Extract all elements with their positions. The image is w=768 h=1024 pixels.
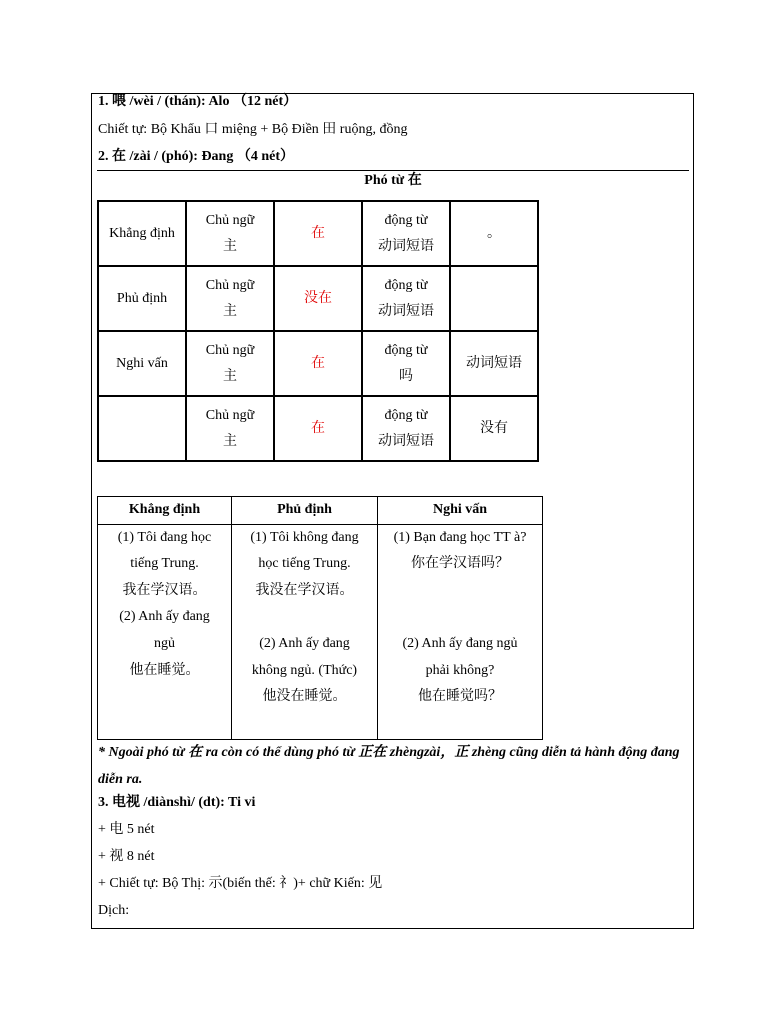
subject-cn: 主 (223, 368, 237, 384)
example-line: phải không? (425, 662, 495, 678)
example-line (380, 604, 540, 631)
subject-cell (186, 396, 274, 461)
adverb-cell: 在 (274, 331, 362, 396)
adverb-structure-table (97, 200, 539, 462)
header-negative: Phủ định (232, 497, 378, 525)
subject-cn: 主 (223, 303, 237, 319)
subject-label: Chủ ngữ (205, 407, 255, 423)
subject-label: Chủ ngữ (205, 277, 255, 293)
subject-label: Chủ ngữ (205, 212, 255, 228)
vocab-3-heading: 3. 电视 /diànshì/ (dt): Ti vi (98, 795, 256, 810)
example-line: 我在学汉语。 (122, 582, 207, 598)
subject-label: Chủ ngữ (205, 342, 255, 358)
negative-examples (232, 524, 378, 739)
vocab-3-breakdown: + Chiết tự: Bộ Thị: 示(biến thế: 礻)+ chữ Kiến: 见 (98, 876, 383, 891)
verb-label: động từ (384, 212, 428, 228)
table-header-row (98, 497, 543, 525)
table-row (98, 331, 538, 396)
example-line: ngủ (154, 635, 175, 651)
table-row (98, 266, 538, 331)
header-affirmative: Khẳng định (98, 497, 232, 525)
adverb-cell: 在 (274, 396, 362, 461)
affirmative-examples (98, 524, 232, 739)
example-line (380, 578, 540, 605)
verb-cn: 动词短语 (378, 238, 434, 254)
example-line: (1) Tôi đang học (117, 529, 212, 545)
example-line: 他在睡觉。 (129, 662, 200, 678)
example-line: 我没在学汉语。 (255, 582, 354, 598)
example-table (97, 496, 543, 740)
verb-cn: 动词短语 (378, 433, 434, 449)
end-cell: 。 (450, 201, 538, 266)
adverb-cell: 没在 (274, 266, 362, 331)
example-line: (2) Anh ấy đang ngủ (402, 635, 518, 651)
subject-cell (186, 266, 274, 331)
question-examples (378, 524, 543, 739)
table-row (98, 524, 543, 739)
example-line: 你在学汉语吗？ (411, 556, 509, 572)
verb-label: động từ (384, 277, 428, 293)
example-line: tiếng Trung. (130, 556, 199, 572)
adverb-table-title: Phó từ 在 (364, 173, 422, 188)
end-cell (450, 266, 538, 331)
verb-cell (362, 266, 450, 331)
verb-cell (362, 396, 450, 461)
subject-cell (186, 201, 274, 266)
adverb-cell: 在 (274, 201, 362, 266)
vocab-1-heading: 1. 喂 /wèi / (thán): Alo （12 nét） (98, 94, 298, 109)
row-type: Nghi vấn (98, 331, 186, 396)
verb-cn: 吗 (399, 368, 413, 384)
subject-cn: 主 (223, 238, 237, 254)
vocab-2-heading: 2. 在 /zài / (phó): Đang （4 nét） (98, 149, 294, 164)
example-line: 他在睡觉吗？ (418, 689, 502, 705)
example-line: (2) Anh ấy đang (259, 635, 350, 651)
stroke-count-1: + 电 5 nét (98, 822, 155, 837)
stroke-count-2: + 视 8 nét (98, 849, 155, 864)
example-line (234, 604, 375, 631)
row-type (98, 396, 186, 461)
example-line: học tiếng Trung. (258, 556, 351, 572)
translation-label: Dịch: (98, 903, 130, 918)
end-cell: 没有 (450, 396, 538, 461)
table-row (98, 201, 538, 266)
example-line: (1) Bạn đang học TT à? (393, 529, 527, 545)
verb-label: động từ (384, 342, 428, 358)
example-line: 他没在睡觉。 (262, 689, 347, 705)
verb-cn: 动词短语 (378, 303, 434, 319)
header-question: Nghi vấn (378, 497, 543, 525)
note-paragraph: * Ngoài phó từ 在 ra còn có thể dùng phó từ 正在 zhèngzài，正 zhèng cũng diễn tả hành động đang diễn ra. (98, 745, 680, 787)
vocab-1-breakdown: Chiết tự: Bộ Khẩu 口 miệng + Bộ Điền 田 ruộng, đồng (98, 122, 408, 137)
subject-cn: 主 (223, 433, 237, 449)
subject-cell (186, 331, 274, 396)
verb-label: động từ (384, 407, 428, 423)
end-cell: 动词短语 (450, 331, 538, 396)
verb-cell (362, 331, 450, 396)
row-type: Khẳng định (98, 201, 186, 266)
table-row (98, 396, 538, 461)
example-line: (1) Tôi không đang (250, 529, 359, 545)
example-line: (2) Anh ấy đang (119, 609, 210, 625)
row-type: Phủ định (98, 266, 186, 331)
example-line: không ngủ. (Thức) (251, 662, 358, 678)
verb-cell (362, 201, 450, 266)
